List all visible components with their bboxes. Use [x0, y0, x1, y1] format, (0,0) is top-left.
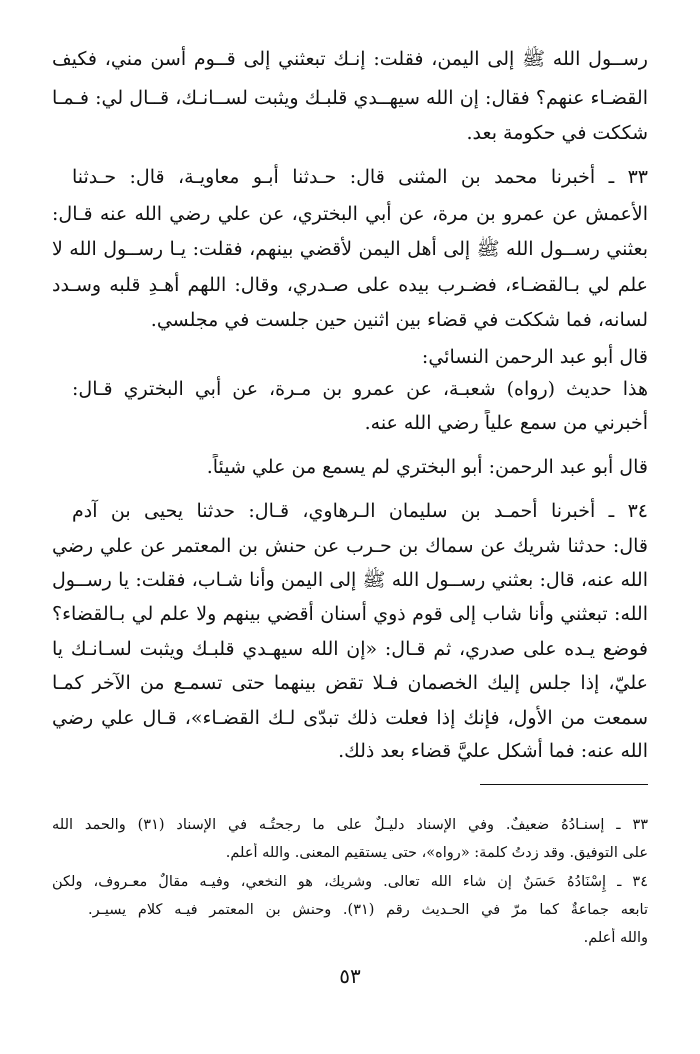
main-line: سمعت من الأول، فإنك إذا فعلت ذلك تبدّى لـك القضـاء»، قـال علي رضي: [52, 707, 648, 729]
main-line: علم لي بـالقضـاء، فضـرب بيده على صـدري، وقال: اللهم أهـدِ قلبه وسـدد: [52, 274, 648, 296]
main-line: قال أبو عبد الرحمن النسائي:: [421, 346, 648, 368]
main-line: لسانه، فما شككت في قضاء بين اثنين حين جلست في مجلسي.: [150, 309, 648, 331]
main-line: ٣٤ ـ أخبرنا أحمـد بن سليمان الـرهاوي، قـال: حدثنا يحيى بن آدم: [72, 500, 648, 522]
main-line: أخبرني من سمع علياً رضي الله عنه.: [364, 412, 648, 434]
main-line: رســول الله ﷺ إلى اليمن، فقلت: إنـك تبعثني إلى قــوم أسن مني، فكيف: [52, 48, 648, 70]
main-line: عليّ، إذا جلس إليك الخصمان فـلا تقض بينهما حتى تسمـع من الآخر كمـا: [52, 672, 648, 694]
main-line: هذا حديث (رواه) شعبـة، عن عمرو بن مـرة، عن أبي البختري قـال:: [72, 378, 648, 400]
main-line: الأعمش عن عمرو بن مرة، عن أبي البختري، عن علي رضي الله عنه قـال:: [52, 203, 648, 225]
footnote-line: ٣٣ ـ إسنـادُهُ ضعيفٌ. وفي الإسناد دليـلٌ على ما رجحتُـه في الإسناد (٣١) والحمد الله: [52, 817, 648, 833]
main-line: قال أبو عبد الرحمن: أبو البختري لم يسمع من علي شيئاً.: [206, 456, 648, 478]
main-line: الله: تبعثني وأنا شاب إلى قوم ذوي أسنان أقضي بينهم ولا علم لي بـالقضاء؟: [52, 603, 648, 625]
main-line: القضـاء عنهم؟ فقال: إن الله سيهــدي قلبـك ويثبت لســانـك، قــال لي: فـمـا: [52, 87, 648, 109]
footnote-line: تابعه جماعةٌ كما مرّ في الحـديث رقم (٣١). وحنش بن المعتمر فيـه كلام يسيـر.: [88, 902, 648, 918]
footnote-line: ٣٤ ـ إِسْنَادُهُ حَسَنٌ إن شاء الله تعالى. وشريك، هو النخعي، وفيـه مقالٌ معـروف، ولكن: [52, 874, 648, 890]
main-line: فوضع يـده على صدري، ثم قـال: «إن الله سيهـدي قلبـك ويثبت لسـانـك يا: [52, 638, 648, 660]
main-line: ٣٣ ـ أخبرنا محمد بن المثنى قال: حـدثنا أبـو معاويـة، قال: حـدثنا: [72, 166, 648, 188]
footnotes: [52, 0, 648, 960]
main-line: الله عنه، قال: بعثني رســول الله ﷺ إلى اليمن وأنا شـاب، فقلت: يا رســول: [52, 569, 648, 591]
main-line: بعثني رســول الله ﷺ إلى أهل اليمن لأقضي بينهم، فقلت: يـا رســول الله لا: [52, 238, 648, 260]
main-line: شككت في حكومة بعد.: [466, 122, 648, 144]
main-line: قال: حدثنا شريك عن سماك بن حـرب عن حنش بن المعتمر عن علي رضي: [52, 535, 648, 557]
footnote-line: والله أعلم.: [583, 930, 648, 946]
page-number: ٥٣: [339, 964, 361, 988]
footnote-line: على التوفيق. وقد زدتُ كلمة: «رواه»، حتى يستقيم المعنى. والله أعلم.: [225, 845, 648, 861]
main-line: الله عنه: فما أشكل عليَّ قضاء بعد ذلك.: [338, 740, 648, 762]
